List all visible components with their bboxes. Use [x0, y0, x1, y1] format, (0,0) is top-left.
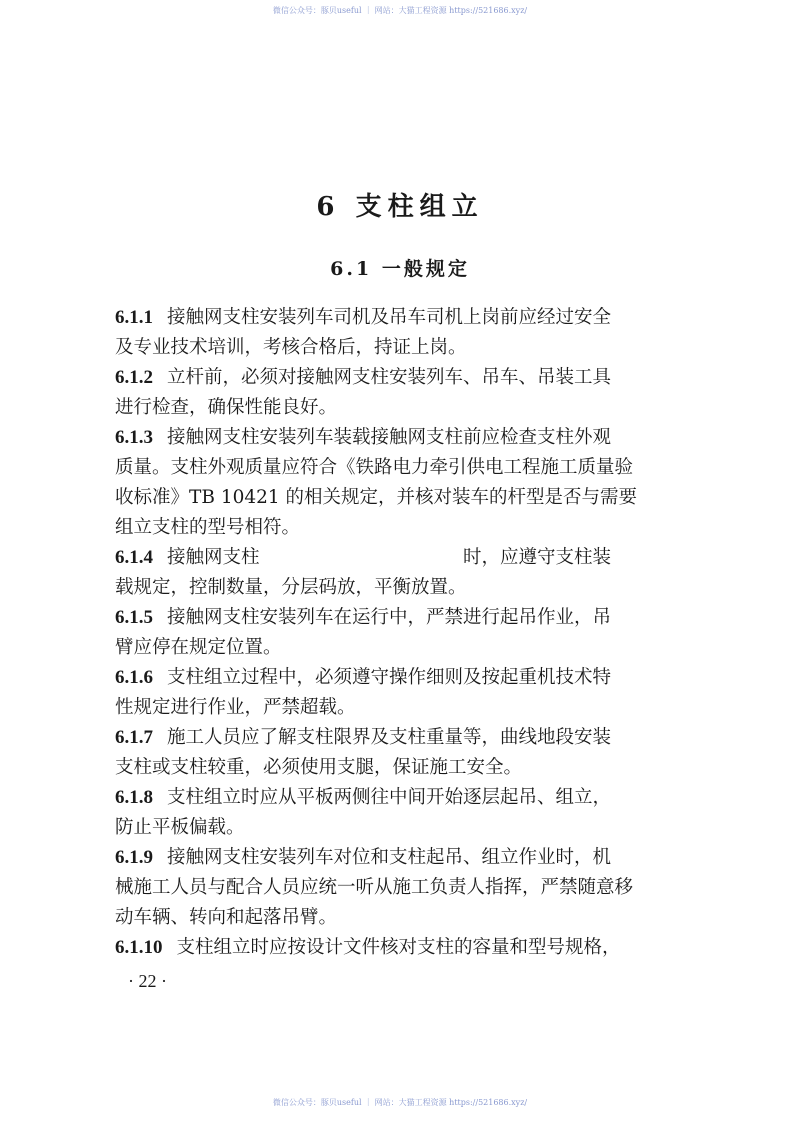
clause-number: 6.1.2: [115, 367, 153, 388]
document-body: [115, 303, 695, 963]
clause-number: 6.1.6: [115, 667, 153, 688]
clause-line: [115, 543, 695, 573]
clause-text: 防止平板偏载。: [115, 817, 245, 838]
clause-line: [115, 453, 695, 483]
clause-text: 组立支柱的型号相符。: [115, 517, 301, 538]
clause-number: 6.1.3: [115, 427, 153, 448]
clause-line: [115, 513, 695, 543]
clause-number: 6.1.4: [115, 547, 153, 568]
clause-number: 6.1.9: [115, 847, 153, 868]
clause-6-1-6: [115, 663, 695, 723]
clause-line: [115, 393, 695, 423]
clause-text: 动车辆、转向和起落吊臂。: [115, 907, 338, 928]
clause-text: 支柱组立时应从平板两侧往中间开始逐层起吊、组立，: [167, 787, 612, 808]
clause-text: 支柱组立时应按设计文件核对支柱的容量和型号规格，: [176, 937, 621, 958]
clause-line: [115, 813, 695, 843]
clause-line: [115, 753, 695, 783]
clause-text: 接触网支柱安装列车装载接触网支柱前应检查支柱外观: [167, 427, 612, 448]
clause-line: [115, 483, 695, 513]
clause-text: 臂应停在规定位置。: [115, 637, 282, 658]
clause-6-1-4: [115, 543, 695, 603]
clause-line: [115, 693, 695, 723]
clause-6-1-2: [115, 363, 695, 423]
clause-6-1-5: [115, 603, 695, 663]
clause-line: [115, 633, 695, 663]
watermark-top: 微信公众号：豚贝useful ｜ 网站：大猫工程资源 https://521686.xyz/: [272, 6, 528, 15]
clause-line: [115, 843, 695, 873]
section-title: 6.1 一般规定: [330, 258, 470, 280]
watermark-bottom: 微信公众号：豚贝useful ｜ 网站：大猫工程资源 https://521686.xyz/: [272, 1098, 528, 1107]
clause-text: 进行检查，确保性能良好。: [115, 397, 338, 418]
clause-number: 6.1.10: [115, 937, 163, 958]
clause-line: [115, 423, 695, 453]
clause-line: [115, 363, 695, 393]
clause-text: 立杆前，必须对接触网支柱安装列车、吊车、吊装工具: [167, 367, 612, 388]
clause-6-1-8: [115, 783, 695, 843]
clause-text: 支柱组立过程中，必须遵守操作细则及按起重机技术特: [167, 667, 612, 688]
clause-line: [115, 903, 695, 933]
clause-number: 6.1.8: [115, 787, 153, 808]
clause-line: [115, 603, 695, 633]
clause-text: 载规定，控制数量，分层码放，平衡放置。: [115, 577, 467, 598]
clause-number: 6.1.1: [115, 307, 153, 328]
clause-text: 支柱或支柱较重，必须使用支腿，保证施工安全。: [115, 757, 523, 778]
clause-text: 械施工人员与配合人员应统一听从施工负责人指挥，严禁随意移: [115, 877, 634, 898]
clause-6-1-1: [115, 303, 695, 363]
clause-line: [115, 303, 695, 333]
clause-line: [115, 573, 695, 603]
clause-text: 收标准》TB 10421 的相关规定，并核对装车的杆型是否与需要: [115, 487, 638, 508]
clause-text: 施工人员应了解支柱限界及支柱重量等，曲线地段安装: [167, 727, 612, 748]
clause-6-1-9: [115, 843, 695, 933]
clause-6-1-10: [115, 933, 695, 963]
page-number: · 22 ·: [128, 971, 167, 991]
clause-line: [115, 933, 695, 963]
clause-6-1-7: [115, 723, 695, 783]
clause-line: [115, 873, 695, 903]
clause-line: [115, 333, 695, 363]
clause-line: [115, 723, 695, 753]
clause-text: 接触网支柱安装列车司机及吊车司机上岗前应经过安全: [167, 307, 612, 328]
clause-text: 性规定进行作业，严禁超载。: [115, 697, 356, 718]
clause-6-1-3: [115, 423, 695, 543]
clause-line: [115, 783, 695, 813]
clause-number: 6.1.5: [115, 607, 153, 628]
clause-text: 接触网支柱安装列车在运行中，严禁进行起吊作业，吊: [167, 607, 612, 628]
clause-text: 接触网支柱安装列车对位和支柱起吊、组立作业时，机: [167, 847, 612, 868]
clause-line: [115, 663, 695, 693]
clause-text: 接触网支柱 时，应遵守支柱装: [167, 547, 612, 568]
chapter-title: 6 支柱组立: [316, 192, 484, 222]
clause-text: 及专业技术培训，考核合格后，持证上岗。: [115, 337, 467, 358]
clause-number: 6.1.7: [115, 727, 153, 748]
clause-text: 质量。支柱外观质量应符合《铁路电力牵引供电工程施工质量验: [115, 457, 634, 478]
